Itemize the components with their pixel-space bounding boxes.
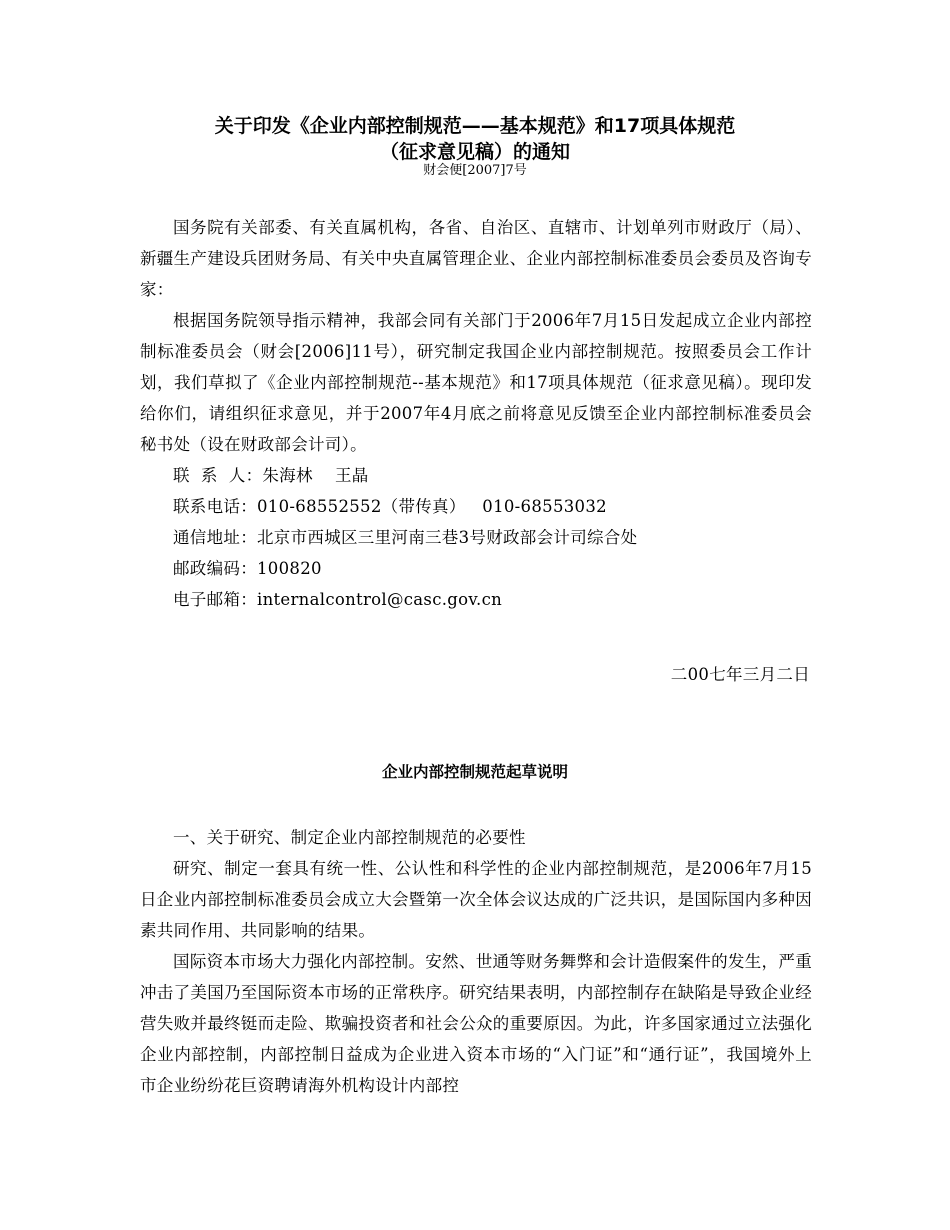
addressee-paragraph: 国务院有关部委、有关直属机构，各省、自治区、直辖市、计划单列市财政厅（局）、新疆生产建设兵团财务局、有关中央直属管理企业、企业内部控制标准委员会委员及咨询专家： [140, 218, 812, 299]
contact-postcode-line: 邮政编码：100820 [173, 559, 322, 578]
notice-date: 二00七年三月二日 [670, 665, 810, 684]
contact-email-line: 电子邮箱：internalcontrol@casc.gov.cn [173, 590, 503, 609]
contact-person-line: 联 系 人：朱海林 王晶 [173, 466, 369, 485]
notice-body [140, 212, 812, 615]
explanation-body [140, 822, 812, 1101]
notice-main-paragraph: 根据国务院领导指示精神，我部会同有关部门于2006年7月15日发起成立企业内部控制标准委员会（财会[2006]11号），研究制定我国企业内部控制规范。按照委员会工作计划，我们草拟了《企业内部控制规范--基本规范》和17项具体规范（征求意见稿）。现印发给你们，请组织征求意见，并于2007年4月底之前将意见反馈至企业内部控制标准委员会秘书处（设在财政部会计司）。 [140, 311, 812, 454]
explanation-paragraph-2: 国际资本市场大力强化内部控制。安然、世通等财务舞弊和会计造假案件的发生，严重冲击了美国乃至国际资本市场的正常秩序。研究结果表明，内部控制存在缺陷是导致企业经营失败并最终铤而走险、欺骗投资者和社会公众的重要原因。为此，许多国家通过立法强化企业内部控制，内部控制日益成为企业进入资本市场的“入门证”和“通行证”，我国境外上市企业纷纷花巨资聘请海外机构设计内部控 [140, 952, 812, 1095]
notice-title-line-2: （征求意见稿）的通知 [379, 141, 570, 163]
explanation-title: 企业内部控制规范起草说明 [381, 763, 568, 781]
section-heading-1: 一、关于研究、制定企业内部控制规范的必要性 [173, 828, 526, 847]
contact-phone-line: 联系电话：010-68552552（带传真） 010-68553032 [173, 497, 607, 516]
explanation-paragraph-1: 研究、制定一套具有统一性、公认性和科学性的企业内部控制规范，是2006年7月15日企业内部控制标准委员会成立大会暨第一次全体会议达成的广泛共识，是国际国内多种因素共同作用、共同影响的结果。 [140, 859, 812, 940]
contact-address-line: 通信地址：北京市西城区三里河南三巷3号财政部会计司综合处 [173, 528, 638, 547]
notice-title-line-1: 关于印发《企业内部控制规范——基本规范》和17项具体规范 [214, 115, 736, 137]
document-number: 财会便[2007]7号 [423, 163, 527, 178]
